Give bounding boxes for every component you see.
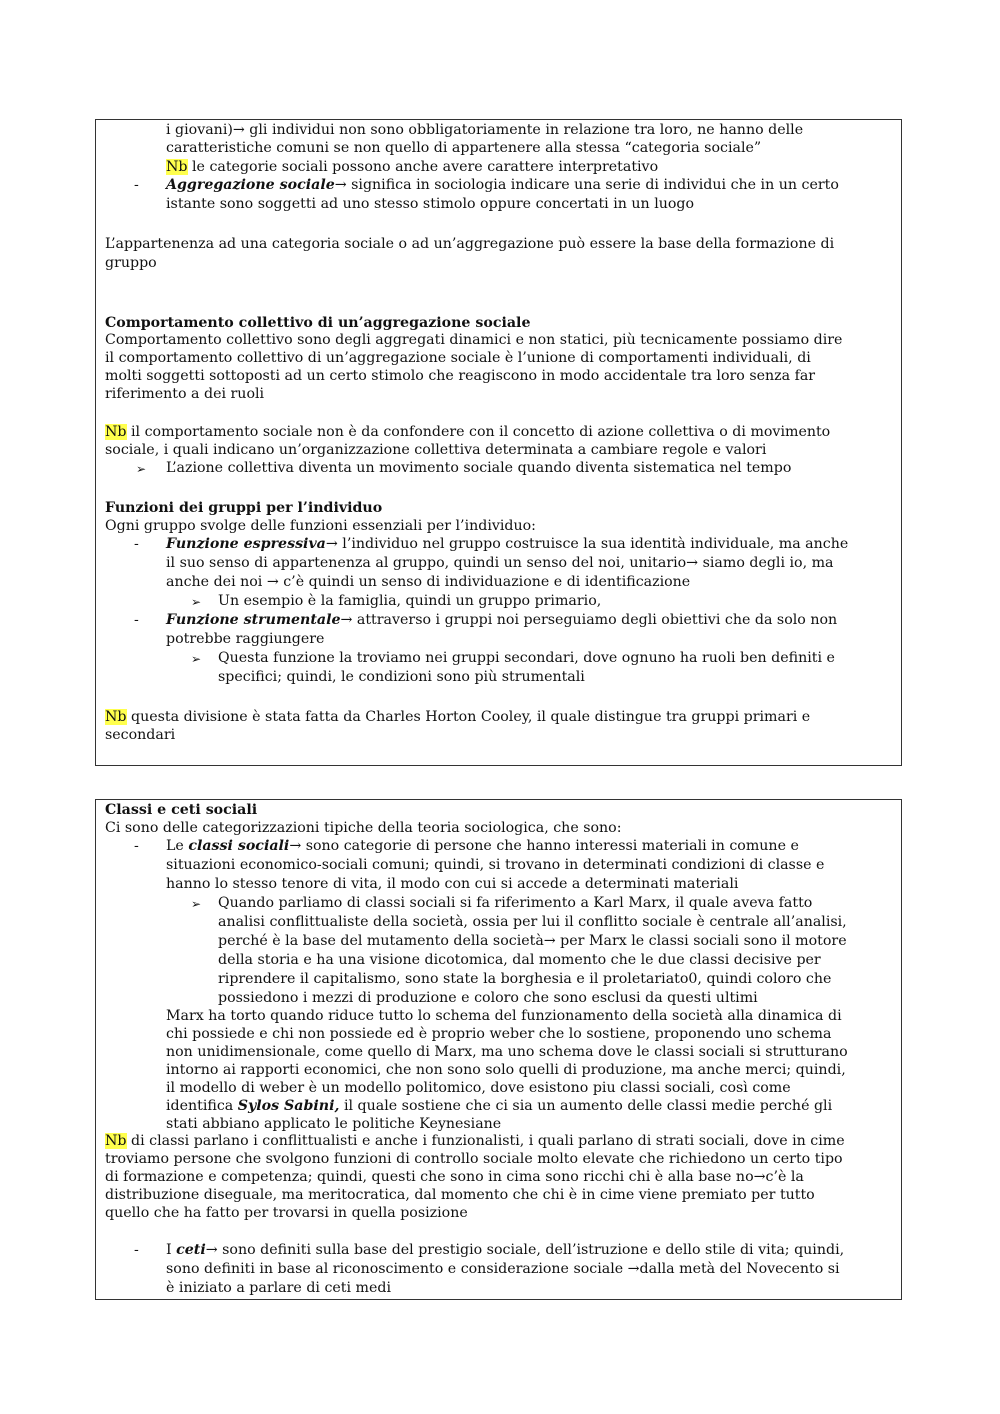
text-line: Questa funzione la troviamo nei gruppi secondari, dove ognuno ha ruoli ben definiti e: [218, 650, 835, 666]
text-line: è iniziato a parlare di ceti medi: [166, 1280, 392, 1296]
dash-bullet: -: [134, 612, 139, 628]
text-line: gruppo: [105, 255, 157, 271]
section-heading: Comportamento collettivo di un’aggregazione sociale: [105, 315, 531, 331]
text-span: il comportamento sociale non è da confondere con il concetto di azione collettiva o di movimento: [126, 424, 831, 440]
text-line: [166, 1097, 832, 1115]
arrow-bullet-icon: ➢: [191, 897, 202, 911]
text-line: riprendere il capitalismo, sono state la borghesia e il proletariato0, quindi coloro che: [218, 971, 832, 987]
text-span: → significa in sociologia indicare una serie di individui che in un certo: [334, 177, 839, 193]
arrow-bullet-icon: ➢: [191, 595, 202, 609]
text-line: [166, 611, 837, 629]
term-ceti: ceti: [176, 1242, 206, 1258]
text-line: di formazione e competenza; quindi, questi che sono in cima sono ricchi chi è alla base no→c’è la: [105, 1169, 804, 1185]
dash-bullet: -: [134, 177, 139, 193]
text-span: → sono categorie di persone che hanno interessi materiali in comune e: [289, 838, 799, 854]
text-line: [105, 423, 830, 441]
text-line: [166, 837, 799, 855]
notes-box-1: [95, 119, 902, 766]
text-line: anche dei noi → c’è quindi un senso di individuazione e di identificazione: [166, 574, 691, 590]
text-line: specifici; quindi, le condizioni sono più strumentali: [218, 669, 585, 685]
text-line: distribuzione diseguale, ma meritocratica, dal momento che chi è in cime viene premiato per tutto: [105, 1187, 815, 1203]
text-line: [166, 1241, 844, 1259]
text-span: I: [166, 1242, 177, 1258]
text-span: → l’individuo nel gruppo costruisce la sua identità individuale, ma anche: [325, 536, 849, 552]
text-line: Comportamento collettivo sono degli aggregati dinamici e non statici, più tecnicamente possiamo dire: [105, 332, 843, 348]
text-line: [105, 708, 810, 726]
term-sylos-sabini: Sylos Sabini,: [237, 1098, 340, 1114]
term-classi-sociali: classi sociali: [188, 838, 290, 854]
text-span: questa divisione è stata fatta da Charles Horton Cooley, il quale distingue tra gruppi primari e: [126, 709, 811, 725]
text-line: Ci sono delle categorizzazioni tipiche della teoria sociologica, che sono:: [105, 820, 622, 836]
text-span: identifica: [166, 1098, 238, 1114]
text-line: i giovani)→ gli individui non sono obbligatoriamente in relazione tra loro, ne hanno delle: [166, 122, 804, 138]
text-line: riferimento a dei ruoli: [105, 386, 265, 402]
text-line: istante sono soggetti ad uno stesso stimolo oppure concertati in un luogo: [166, 196, 695, 212]
text-line: stati abbiano applicato le politiche Keynesiane: [166, 1116, 502, 1132]
text-line: chi possiede e chi non possiede ed è proprio weber che lo sostiene, proponendo uno schema: [166, 1026, 832, 1042]
text-line: analisi conflittualiste della società, ossia per lui il conflitto sociale è centrale all’analisi,: [218, 914, 847, 930]
text-line: Ogni gruppo svolge delle funzioni essenziali per l’individuo:: [105, 518, 536, 534]
text-span: il quale sostiene che ci sia un aumento delle classi medie perché gli: [339, 1098, 833, 1114]
text-line: Marx ha torto quando riduce tutto lo schema del funzionamento della società alla dinamica di: [166, 1008, 842, 1024]
text-line: Quando parliamo di classi sociali si fa riferimento a Karl Marx, il quale aveva fatto: [218, 895, 813, 911]
text-line: Un esempio è la famiglia, quindi un gruppo primario,: [218, 593, 602, 609]
text-line: il modello di weber è un modello politomico, dove esistono piu classi sociali, così come: [166, 1080, 791, 1096]
nb-highlight: Nb: [105, 424, 127, 440]
arrow-bullet-icon: ➢: [191, 652, 202, 666]
text-line: situazioni economico-sociali comuni; quindi, si trovano in determinati condizioni di classe e: [166, 857, 825, 873]
text-line: secondari: [105, 727, 176, 743]
text-line: [166, 535, 848, 553]
text-line: [105, 1132, 845, 1150]
text-line: perché è la base del mutamento della società→ per Marx le classi sociali sono il motore: [218, 933, 847, 949]
text-line: hanno lo stesso tenore di vita, il modo con cui si accede a determinati materiali: [166, 876, 739, 892]
text-line: non unidimensionale, come quello di Marx, ma uno schema dove le classi sociali si strutturano: [166, 1044, 848, 1060]
notes-box-2: [95, 799, 902, 1300]
text-span: Le: [166, 838, 189, 854]
section-heading: Classi e ceti sociali: [105, 802, 258, 818]
text-line: intorno ai rapporti economici, che non sono solo quelli di produzione, ma anche merci; quindi,: [166, 1062, 846, 1078]
section-heading: Funzioni dei gruppi per l’individuo: [105, 500, 383, 516]
text-line: il comportamento collettivo di un’aggregazione sociale è l’unione di comportamenti individuali, di: [105, 350, 811, 366]
text-span: → sono definiti sulla base del prestigio sociale, dell’istruzione e dello stile di vita; quindi,: [205, 1242, 845, 1258]
nb-highlight: Nb: [105, 709, 127, 725]
text-line: potrebbe raggiungere: [166, 631, 325, 647]
dash-bullet: -: [134, 1242, 139, 1258]
text-line: troviamo persone che svolgono funzioni di controllo sociale molto elevate che richiedono un certo tipo: [105, 1151, 843, 1167]
dash-bullet: -: [134, 838, 139, 854]
text-line: caratteristiche comuni se non quello di appartenere alla stessa “categoria sociale”: [166, 140, 762, 156]
text-line: [166, 158, 658, 176]
dash-bullet: -: [134, 536, 139, 552]
text-line: L’azione collettiva diventa un movimento sociale quando diventa sistematica nel tempo: [166, 460, 792, 476]
term-aggregazione-sociale: Aggregazione sociale: [166, 177, 335, 193]
arrow-bullet-icon: ➢: [136, 462, 147, 476]
text-line: possiedono i mezzi di produzione e coloro che sono esclusi da questi ultimi: [218, 990, 758, 1006]
text-line: sociale, i quali indicano un’organizzazione collettiva determinata a cambiare regole e valori: [105, 442, 767, 458]
term-funzione-strumentale: Funzione strumentale: [166, 612, 341, 628]
nb-highlight: Nb: [166, 159, 188, 175]
text-line: il suo senso di appartenenza al gruppo, quindi un senso del noi, unitario→ siamo degli io, ma: [166, 555, 834, 571]
text-span: → attraverso i gruppi noi perseguiamo degli obiettivi che da solo non: [340, 612, 838, 628]
text-span: le categorie sociali possono anche avere carattere interpretativo: [187, 159, 659, 175]
text-line: [166, 176, 839, 194]
text-line: sono definiti in base al riconoscimento e considerazione sociale →dalla metà del Novecento si: [166, 1261, 840, 1277]
text-line: molti soggetti sottoposti ad un certo stimolo che reagiscono in modo accidentale tra loro senza far: [105, 368, 816, 384]
text-line: L’appartenenza ad una categoria sociale o ad un’aggregazione può essere la base della formazione di: [105, 236, 835, 252]
nb-highlight: Nb: [105, 1133, 127, 1149]
text-line: quello che ha fatto per trovarsi in quella posizione: [105, 1205, 468, 1221]
term-funzione-espressiva: Funzione espressiva: [166, 536, 326, 552]
text-line: della storia e ha una visione dicotomica, dal momento che le due classi decisive per: [218, 952, 821, 968]
text-span: di classi parlano i conflittualisti e anche i funzionalisti, i quali parlano di strati sociali, dove in cime: [126, 1133, 845, 1149]
